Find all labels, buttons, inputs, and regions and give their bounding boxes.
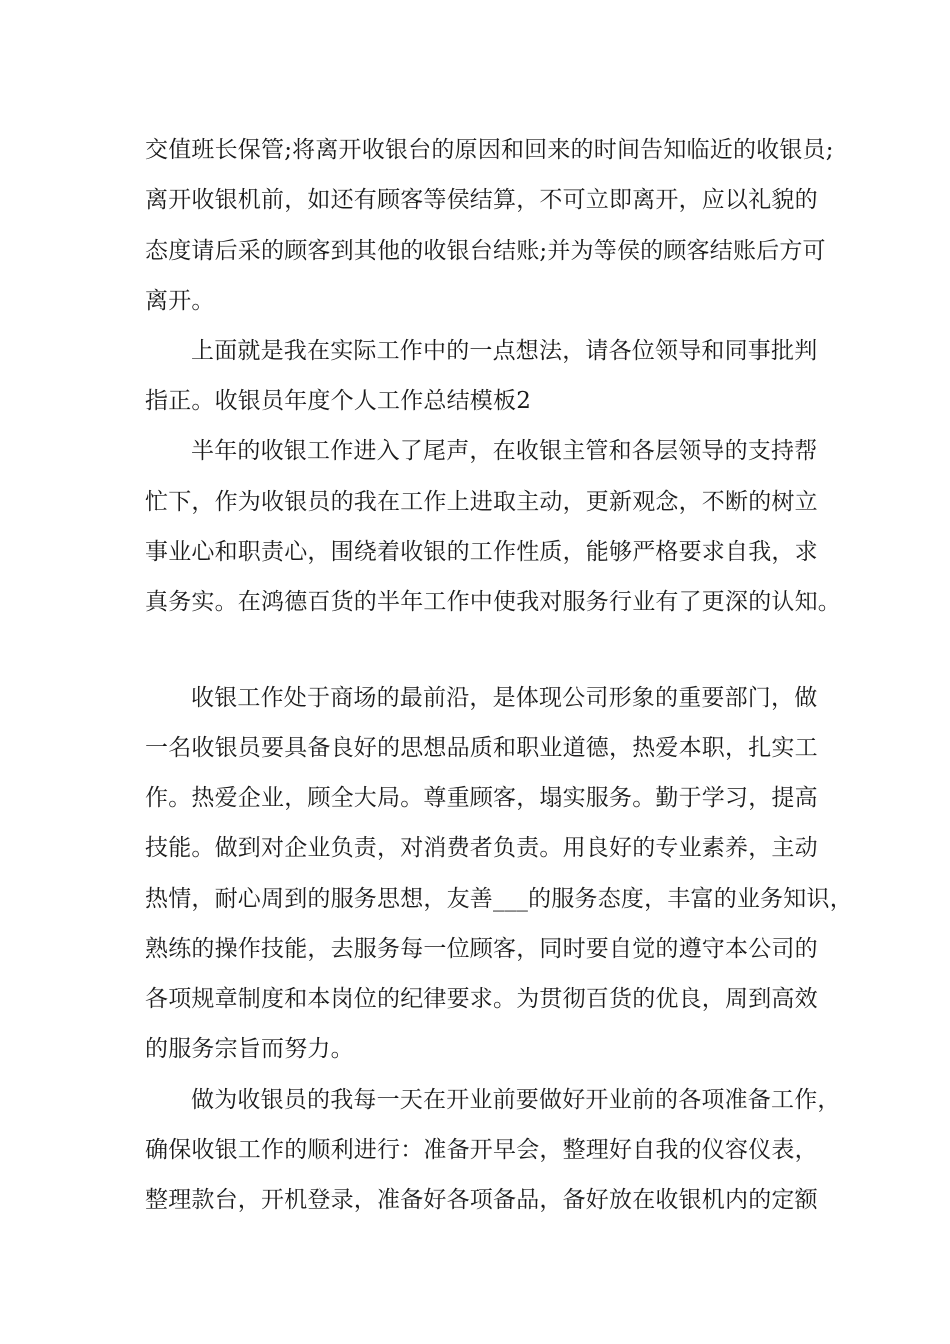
text-line: 忙下，作为收银员的我在工作上进取主动，更新观念，不断的树立 xyxy=(145,489,818,515)
text-line: 熟练的操作技能，去服务每一位顾客，同时要自觉的遵守本公司的 xyxy=(145,936,818,962)
text-line: 作。热爱企业，顾全大局。尊重顾客，塌实服务。勤于学习，提高 xyxy=(145,785,818,811)
text-line: 整理款台，开机登录，准备好各项备品，备好放在收银机内的定额 xyxy=(145,1187,818,1213)
text-line: 指正。收银员年度个人工作总结模板2 xyxy=(145,388,532,414)
text-line: 热情，耐心周到的服务思想，友善___的服务态度，丰富的业务知识， xyxy=(145,886,853,912)
text-line: 事业心和职责心，围绕着收银的工作性质，能够严格要求自我，求 xyxy=(145,539,818,565)
text-line: 离开。 xyxy=(145,288,215,314)
text-line: 确保收银工作的顺利进行：准备开早会，整理好自我的仪容仪表， xyxy=(145,1137,818,1163)
paragraph-first-line: 做为收银员的我每一天在开业前要做好开业前的各项准备工作， xyxy=(191,1087,841,1113)
paragraph-first-line: 上面就是我在实际工作中的一点想法，请各位领导和同事批判 xyxy=(191,338,818,364)
text-line: 交值班长保管;将离开收银台的原因和回来的时间告知临近的收银员; xyxy=(145,137,834,163)
text-line: 各项规章制度和本岗位的纪律要求。为贯彻百货的优良，周到高效 xyxy=(145,986,818,1012)
text-line: 真务实。在鸿德百货的半年工作中使我对服务行业有了更深的认知。 xyxy=(145,589,841,615)
paragraph-first-line: 半年的收银工作进入了尾声，在收银主管和各层领导的支持帮 xyxy=(191,438,818,464)
paragraph-first-line: 收银工作处于商场的最前沿，是体现公司形象的重要部门，做 xyxy=(191,685,818,711)
text-line: 一名收银员要具备良好的思想品质和职业道德，热爱本职，扎实工 xyxy=(145,735,818,761)
text-line: 态度请后采的顾客到其他的收银台结账;并为等侯的顾客结账后方可 xyxy=(145,238,826,264)
text-line: 离开收银机前，如还有顾客等侯结算，不可立即离开，应以礼貌的 xyxy=(145,187,818,213)
text-line: 技能。做到对企业负责，对消费者负责。用良好的专业素养，主动 xyxy=(145,835,818,861)
text-line: 的服务宗旨而努力。 xyxy=(145,1036,354,1062)
